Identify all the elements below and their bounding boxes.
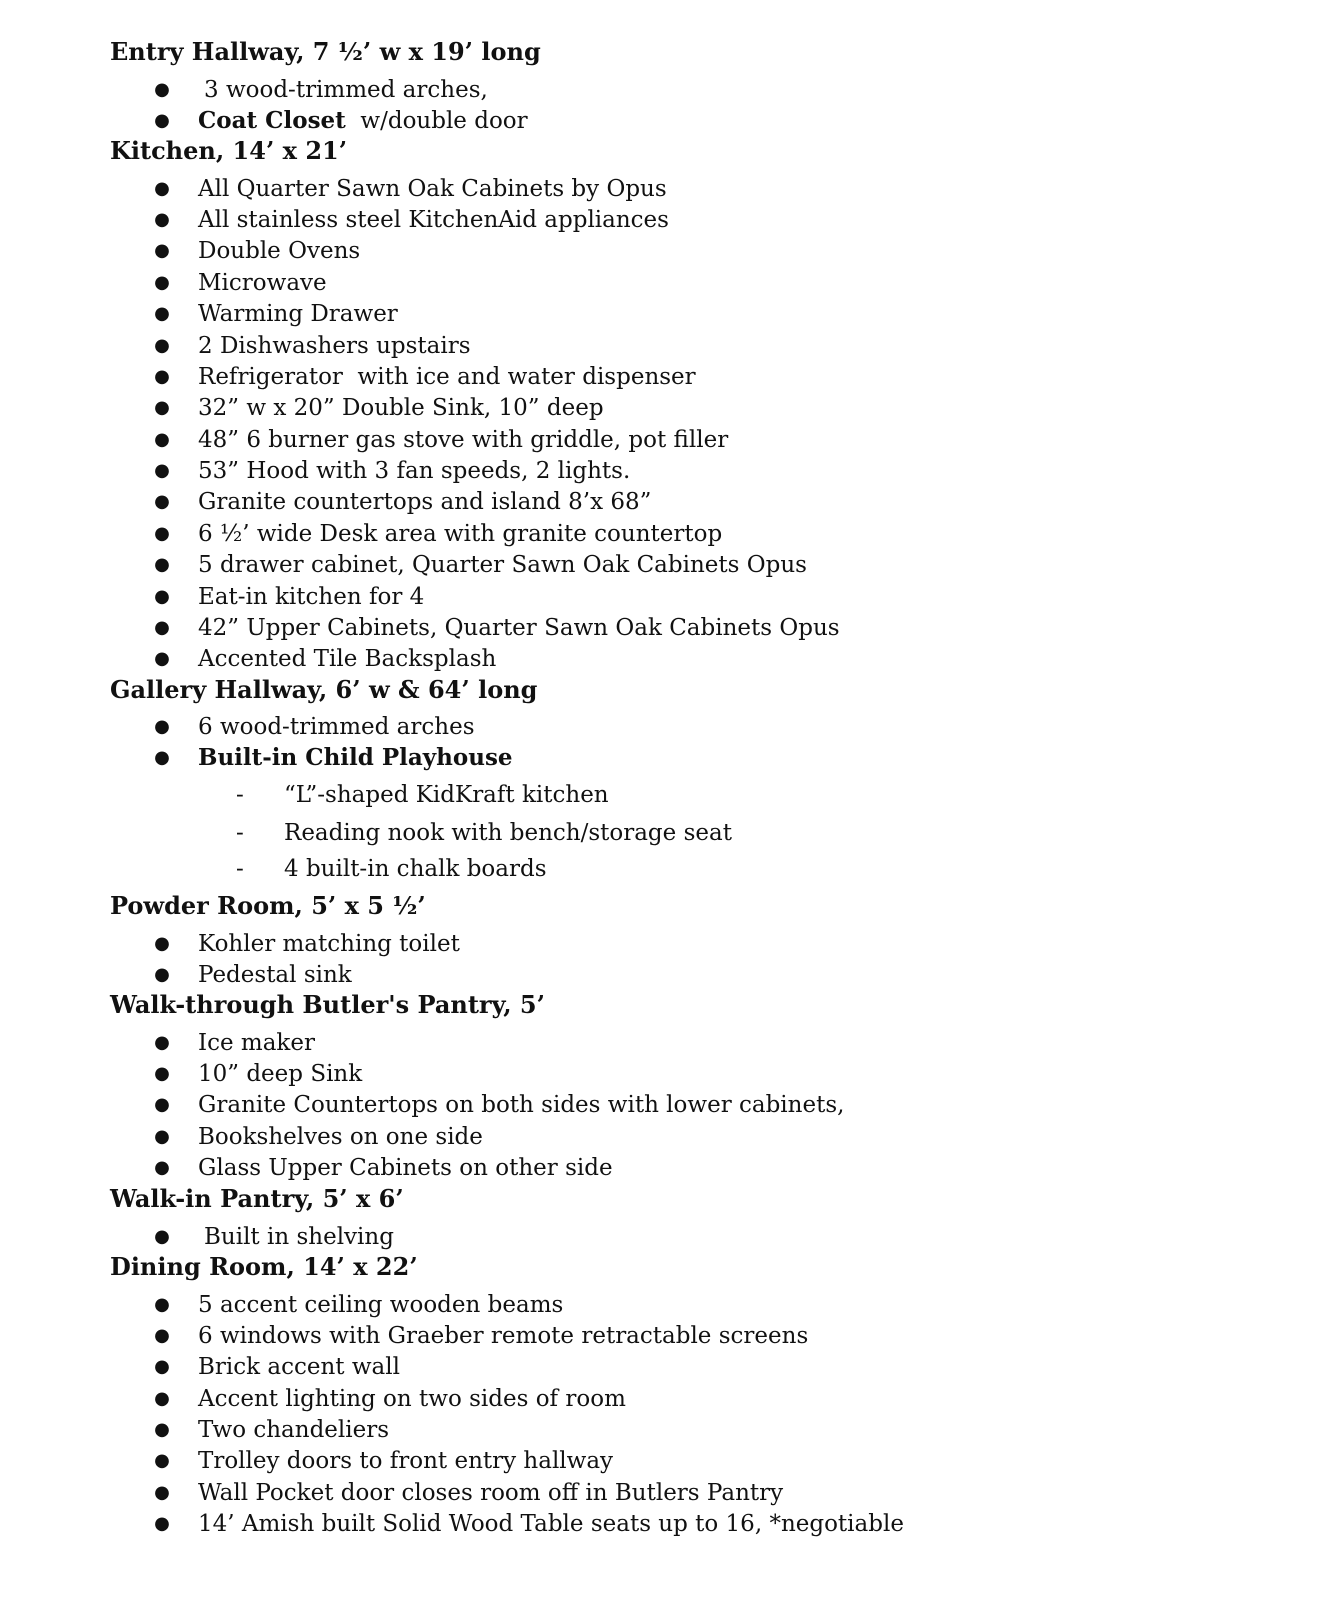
bullet-icon: ● [154, 1032, 170, 1053]
bullet-icon: ● [154, 335, 170, 356]
bullet-icon: ● [154, 366, 170, 387]
item-text: w/double door [360, 108, 528, 134]
item-text: 5 drawer cabinet, Quarter Sawn Oak Cabinets Opus [198, 552, 807, 578]
bullet-icon: ● [154, 1513, 170, 1534]
item-text: 32” w x 20” Double Sink, 10” deep [198, 395, 604, 421]
item-text: 6 wood-trimmed arches [198, 714, 475, 740]
item-text-group [198, 106, 528, 136]
dash-icon: - [236, 782, 244, 808]
bullet-icon: ● [154, 110, 170, 131]
item-text: Eat-in kitchen for 4 [198, 584, 425, 610]
item-text: 3 wood-trimmed arches, [204, 77, 488, 103]
item-text: Accented Tile Backsplash [198, 646, 497, 672]
bullet-icon: ● [154, 178, 170, 199]
item-text: Kohler matching toilet [198, 931, 460, 957]
section-heading-kitchen: Kitchen, 14’ x 21’ [110, 136, 348, 165]
item-text: Built in shelving [204, 1224, 394, 1250]
section-heading-dining-room: Dining Room, 14’ x 22’ [110, 1252, 418, 1281]
bullet-icon: ● [154, 1126, 170, 1147]
item-text: All Quarter Sawn Oak Cabinets by Opus [198, 176, 667, 202]
bullet-icon: ● [154, 933, 170, 954]
item-text: Refrigerator with ice and water dispenser [198, 364, 696, 390]
sub-item-text: Reading nook with bench/storage seat [284, 820, 732, 846]
dash-icon: - [236, 820, 244, 846]
bullet-icon: ● [154, 716, 170, 737]
sub-item-text: 4 built-in chalk boards [284, 856, 547, 882]
bullet-icon: ● [154, 303, 170, 324]
item-text: Glass Upper Cabinets on other side [198, 1155, 613, 1181]
bullet-icon: ● [154, 79, 170, 100]
item-text: Warming Drawer [198, 301, 398, 327]
section-heading-entry-hallway: Entry Hallway, 7 ½’ w x 19’ long [110, 37, 541, 66]
item-text: Double Ovens [198, 238, 361, 264]
bullet-icon: ● [154, 209, 170, 230]
item-bold-text: Coat Closet [198, 107, 346, 134]
bullet-icon: ● [154, 397, 170, 418]
item-text: Two chandeliers [198, 1417, 390, 1443]
item-text: 6 ½’ wide Desk area with granite countertop [198, 521, 723, 547]
section-heading-walk-in-pantry: Walk-in Pantry, 5’ x 6’ [110, 1184, 404, 1213]
item-text: Brick accent wall [198, 1354, 400, 1380]
item-text: 42” Upper Cabinets, Quarter Sawn Oak Cabinets Opus [198, 615, 840, 641]
item-text: Bookshelves on one side [198, 1124, 483, 1150]
bullet-icon: ● [154, 1388, 170, 1409]
bullet-icon: ● [154, 240, 170, 261]
bullet-icon: ● [154, 1157, 170, 1178]
item-bold-text: Built-in Child Playhouse [198, 744, 513, 771]
bullet-icon: ● [154, 1094, 170, 1115]
item-text: 53” Hood with 3 fan speeds, 2 lights. [198, 458, 631, 484]
bullet-icon: ● [154, 1356, 170, 1377]
bullet-icon: ● [154, 523, 170, 544]
bullet-icon: ● [154, 1063, 170, 1084]
item-text: Microwave [198, 270, 327, 296]
bullet-icon: ● [154, 586, 170, 607]
item-text: 10” deep Sink [198, 1061, 363, 1087]
section-heading-powder-room: Powder Room, 5’ x 5 ½’ [110, 891, 426, 920]
sub-item-text: “L”-shaped KidKraft kitchen [284, 782, 609, 808]
item-text: 14’ Amish built Solid Wood Table seats up to 16, *negotiable [198, 1511, 904, 1537]
bullet-icon: ● [154, 554, 170, 575]
item-text: 2 Dishwashers upstairs [198, 333, 471, 359]
item-text: 48” 6 burner gas stove with griddle, pot filler [198, 427, 729, 453]
bullet-icon: ● [154, 617, 170, 638]
item-text: Wall Pocket door closes room off in Butlers Pantry [198, 1480, 784, 1506]
item-text: Trolley doors to front entry hallway [198, 1448, 614, 1474]
item-text: 5 accent ceiling wooden beams [198, 1292, 564, 1318]
bullet-icon: ● [154, 964, 170, 985]
bullet-icon: ● [154, 1482, 170, 1503]
item-text: Granite countertops and island 8’x 68” [198, 489, 652, 515]
bullet-icon: ● [154, 1419, 170, 1440]
item-text: Ice maker [198, 1030, 315, 1056]
bullet-icon: ● [154, 429, 170, 450]
item-text: Pedestal sink [198, 962, 352, 988]
section-heading-butlers-pantry: Walk-through Butler's Pantry, 5’ [110, 990, 545, 1019]
item-text: Granite Countertops on both sides with lower cabinets, [198, 1092, 845, 1118]
bullet-icon: ● [154, 272, 170, 293]
item-text-group [198, 743, 513, 773]
bullet-icon: ● [154, 747, 170, 768]
item-text: All stainless steel KitchenAid appliances [198, 207, 669, 233]
item-text: 6 windows with Graeber remote retractable screens [198, 1323, 809, 1349]
bullet-icon: ● [154, 1450, 170, 1471]
bullet-icon: ● [154, 491, 170, 512]
bullet-icon: ● [154, 1294, 170, 1315]
item-text: Accent lighting on two sides of room [198, 1386, 626, 1412]
section-heading-gallery-hallway: Gallery Hallway, 6’ w & 64’ long [110, 675, 538, 704]
bullet-icon: ● [154, 1325, 170, 1346]
dash-icon: - [236, 856, 244, 882]
bullet-icon: ● [154, 1226, 170, 1247]
bullet-icon: ● [154, 648, 170, 669]
bullet-icon: ● [154, 460, 170, 481]
